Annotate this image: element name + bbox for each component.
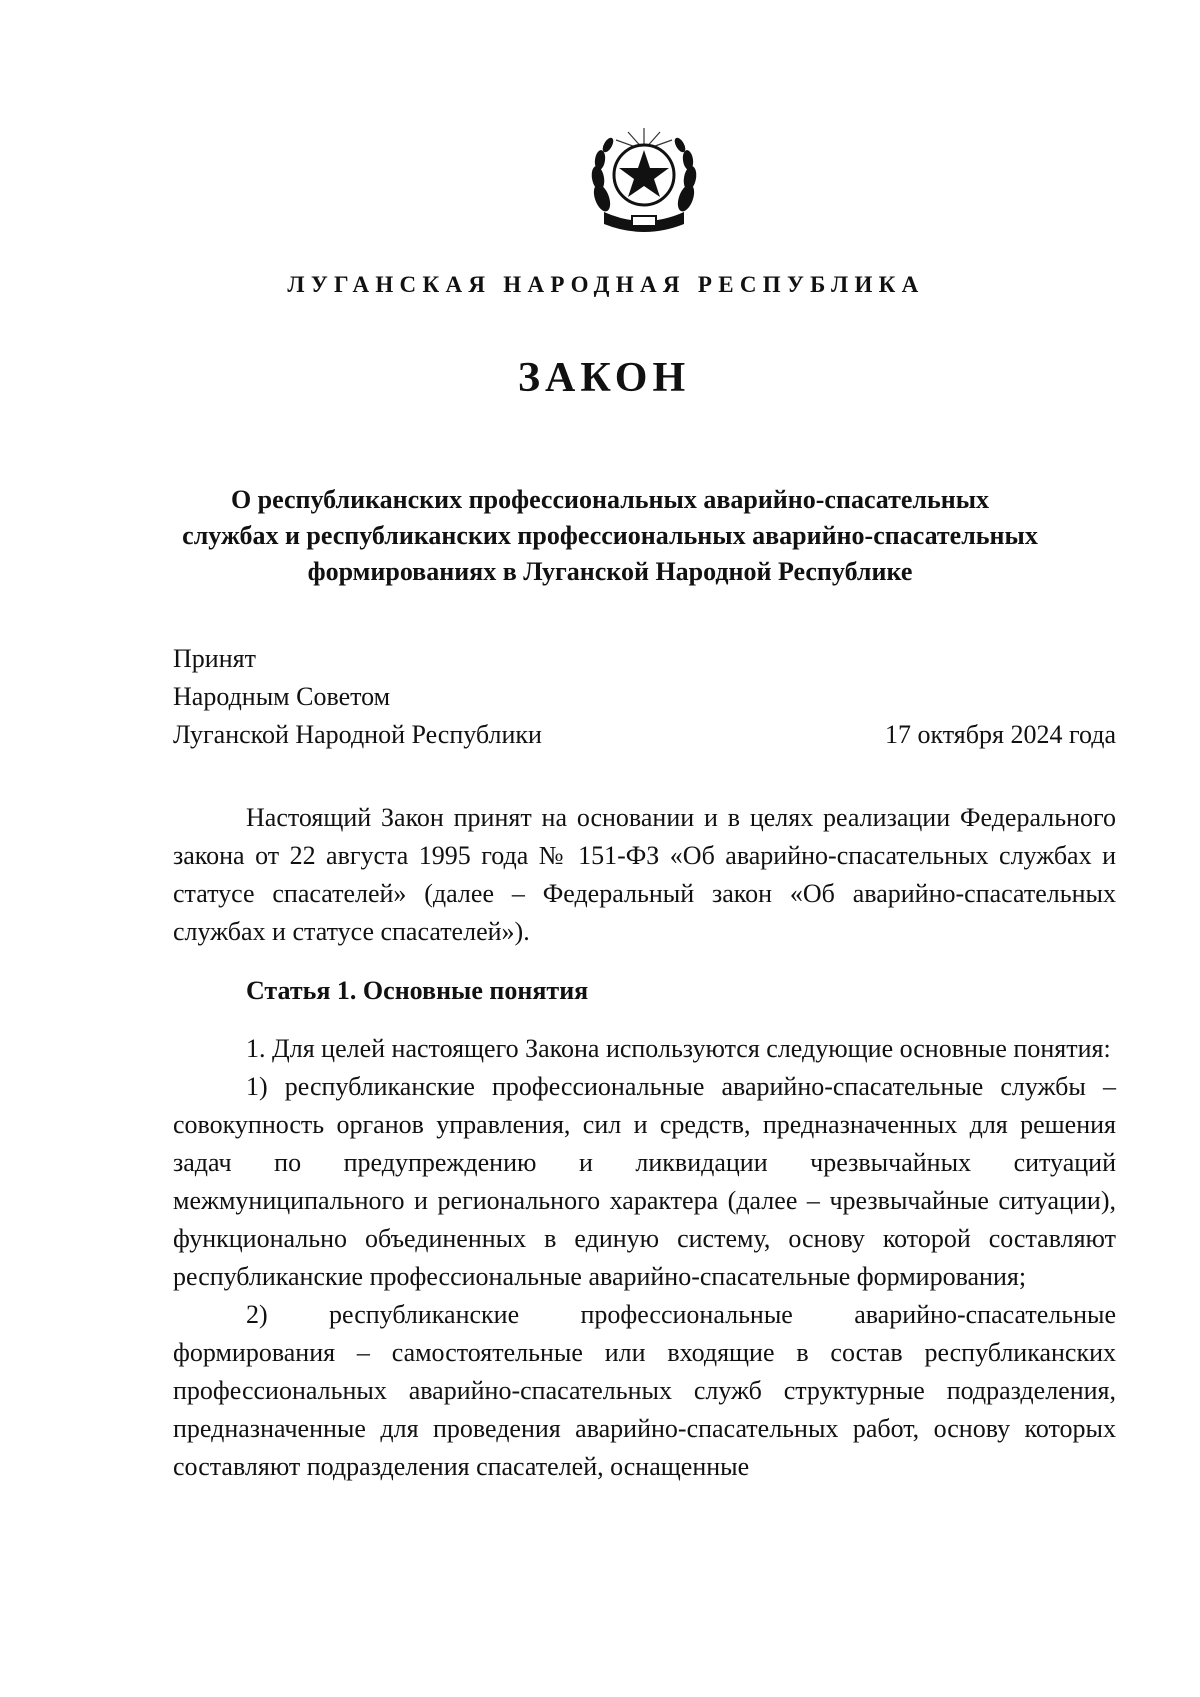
article-paragraph: 1. Для целей настоящего Закона используются следующие основные понятия:: [246, 1034, 1111, 1063]
lpr-coat-of-arms-icon: [584, 120, 704, 240]
law-title-line: О республиканских профессиональных аварийно-спасательных: [230, 485, 990, 514]
adoption-block: [173, 640, 1116, 754]
article-paragraph: 1) республиканские профессиональные аварийно-спасательные службы – совокупность органов управления, сил и средств, предназначенных для решения задач по предупреждению и ликвидации чрезвычайных ситуаций межмуниципального и регионального характера (далее – чрезвычайные ситуации), функционально объединенных в единую систему, основу которой составляют республиканские профессиональные аварийно-спасательные формирования;: [173, 1072, 1116, 1291]
adoption-line: Принят: [173, 644, 256, 673]
adoption-date: 17 октября 2024 года: [885, 720, 1116, 749]
adoption-line: Луганской Народной Республики: [173, 720, 542, 749]
law-title-line: службах и республиканских профессиональных аварийно-спасательных: [182, 521, 1038, 550]
article-body: [173, 1030, 1116, 1486]
document-type: ЗАКОН: [517, 355, 691, 401]
preamble: [173, 799, 1116, 951]
republic-name: ЛУГАНСКАЯ НАРОДНАЯ РЕСПУБЛИКА: [287, 272, 925, 297]
article-paragraph: 2) республиканские профессиональные аварийно-спасательные формирования – самостоятельные или входящие в состав республиканских профессиональных аварийно-спасательных служб структурные подразделения, предназначенные для проведения аварийно-спасательных работ, основу которых составляют подразделения спасателей, оснащенные: [173, 1300, 1116, 1481]
law-title-line: формированиях в Луганской Народной Республике: [307, 557, 913, 586]
adoption-line: Народным Советом: [173, 682, 391, 711]
law-title: [160, 482, 1060, 590]
preamble-paragraph: Настоящий Закон принят на основании и в целях реализации Федерального закона от 22 августа 1995 года № 151-ФЗ «Об аварийно-спасательных службах и статусе спасателей» (далее – Федеральный закон «Об аварийно-спасательных службах и статусе спасателей»).: [173, 803, 1116, 946]
article-heading: Статья 1. Основные понятия: [246, 976, 589, 1005]
